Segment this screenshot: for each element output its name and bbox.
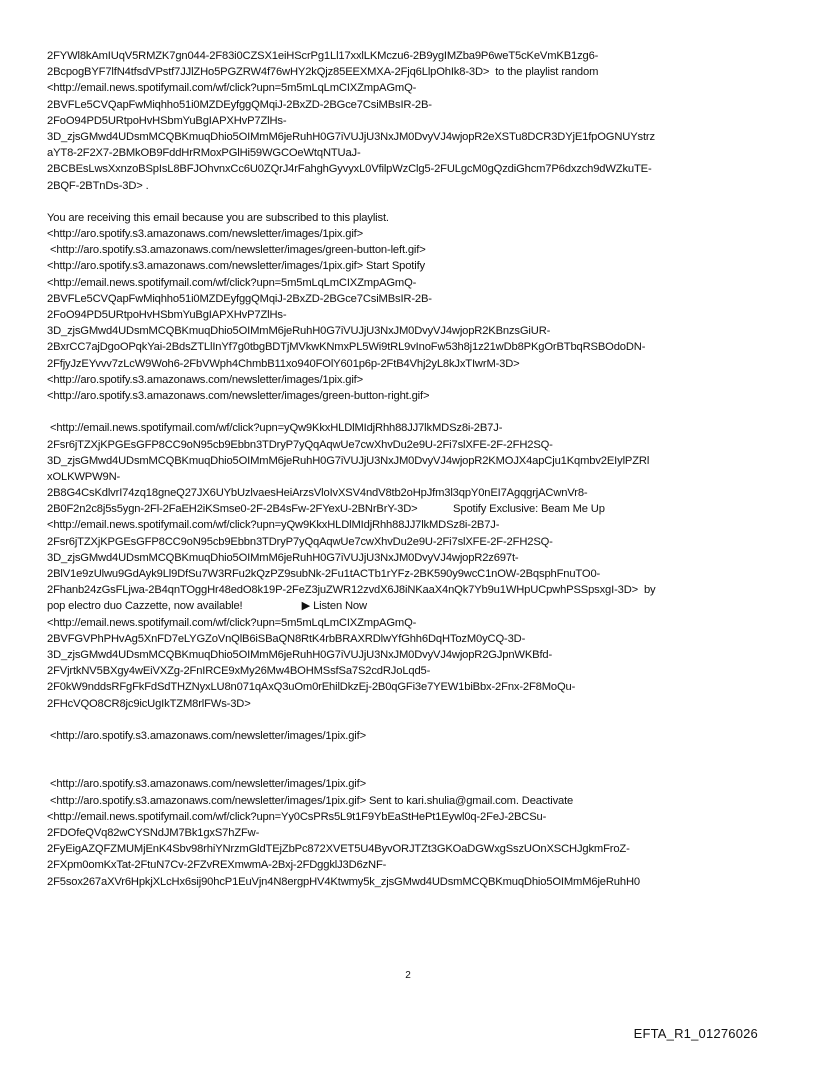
text-line: 2F0kW9nddsRFgFkFdSdTHZNyxLU8n071qAxQ3uOm0rEhilDkzEj-2B0qGFi3e7YEW1biBbx-2Fnx-2F8MoQu- xyxy=(47,681,576,694)
text-line: 3D_zjsGMwd4UDsmMCQBKmuqDhio5OIMmM6jeRuhH0G7iVUJjU3NxJM0DvyVJ4wjopR2z697t- xyxy=(47,551,519,564)
text-line: 2FoO94PD5URtpoHvHSbmYuBgIAPXHvP7ZlHs- xyxy=(47,114,287,127)
text-line: xOLKWPW9N- xyxy=(47,470,121,483)
text-line: You are receiving this email because you are subscribed to this playlist. xyxy=(47,211,389,224)
text-line: <http://aro.spotify.s3.amazonaws.com/newsletter/images/1pix.gif> xyxy=(47,373,364,386)
text-line: 3D_zjsGMwd4UDsmMCQBKmuqDhio5OIMmM6jeRuhH0G7iVUJjU3NxJM0DvyVJ4wjopR2eXSTu8DCR3DYjE1fpOGNUYstrz xyxy=(47,130,655,143)
bates-number: EFTA_R1_01276026 xyxy=(633,1026,758,1041)
text-line: 2FXpm0omKxTat-2FtuN7Cv-2FZvREXmwmA-2Bxj-2FDggklJ3D6zNF- xyxy=(47,859,387,872)
text-line: 2FDOfeQVq82wCYSNdJM7Bk1gxS7hZFw- xyxy=(47,827,260,839)
text-line: 3D_zjsGMwd4UDsmMCQBKmuqDhio5OIMmM6jeRuhH0G7iVUJjU3NxJM0DvyVJ4wjopR2GJpnWKBfd- xyxy=(47,648,553,661)
text-line: 2BcpogBYF7lfN4tfsdVPstf7JJlZHo5PGZRW4f76wHY2kQjz85EEXMXA-2Fjq6LlpOhIk8-3D> to the playlist random xyxy=(47,66,599,79)
blank-line xyxy=(47,744,777,760)
text-line: <http://email.news.spotifymail.com/wf/click?upn=5m5mLqLmCIXZmpAGmQ- xyxy=(47,276,417,289)
text-line: 2FfjyJzEYvvv7zLcW9Woh6-2FbVWph4ChmbB11xo940FOlY601p6p-2FtB4Vhj2yL8kJxTIwrM-3D> xyxy=(47,357,520,370)
page-number: 2 xyxy=(405,970,411,981)
text-line: 2Fsr6jTZXjKPGEsGFP8CC9oN95cb9Ebbn3TDryP7yQqAqwUe7cwXhvDu2e9U-2Fi7slXFE-2F-2FH2SQ- xyxy=(47,535,553,548)
text-line: 2BVFLe5CVQapFwMiqhho51i0MZDEyfggQMqiJ-2BxZD-2BGce7CsiMBsIR-2B- xyxy=(47,98,432,111)
text-line: pop electro duo Cazzette, now available! ▶ Listen Now xyxy=(47,600,367,613)
text-line: aYT8-2F2X7-2BMkOB9FddHrRMoxPGlHi59WGCOeWtqNTUaJ- xyxy=(47,147,361,160)
text-line: 2FoO94PD5URtpoHvHSbmYuBgIAPXHvP7ZlHs- xyxy=(47,309,287,321)
text-line: <http://email.news.spotifymail.com/wf/click?upn=5m5mLqLmCIXZmpAGmQ- xyxy=(47,616,417,629)
text-line: 2F5sox267aXVr6HpkjXLcHx6sij90hcP1EuVjn4N8ergpHV4Ktwmy5k_zjsGMwd4UDsmMCQBKmuqDhio5OIMmM6jeRuhH0 xyxy=(47,875,640,888)
text-line: 2BlV1e9zUlwu9GdAyk9Ll9DfSu7W3RFu2kQzPZ9subNk-2Fu1tACTb1rYFz-2BK590y9wcC1nOW-2BqsphFnuTO0- xyxy=(47,568,601,580)
text-line: 2FHcVQO8CR8jc9icUgIkTZM8rlFWs-3D> xyxy=(47,697,251,710)
text-line: <http://email.news.spotifymail.com/wf/click?upn=yQw9KkxHLDlMIdjRhh88JJ7lkMDSz8i-2B7J- xyxy=(47,422,503,435)
blank-line xyxy=(47,194,777,210)
text-line: <http://aro.spotify.s3.amazonaws.com/newsletter/images/1pix.gif> xyxy=(47,729,366,742)
email-body-text xyxy=(47,48,777,890)
text-line: 2BQF-2BTnDs-3D> . xyxy=(47,179,149,192)
text-line: <http://aro.spotify.s3.amazonaws.com/newsletter/images/green-button-left.gif> xyxy=(47,244,426,257)
text-line: 2BVFLe5CVQapFwMiqhho51i0MZDEyfggQMqiJ-2BxZD-2BGce7CsiMBsIR-2B- xyxy=(47,292,432,305)
text-line: <http://aro.spotify.s3.amazonaws.com/newsletter/images/1pix.gif> Sent to kari.shulia@gmail.com. Deactivate xyxy=(47,794,574,807)
blank-line xyxy=(47,712,777,728)
blank-line xyxy=(47,404,777,420)
text-line: 2FyEigAZQFZMUMjEnK4Sbv98rhiYNrzmGldTEjZbPc872XVET5U4ByvORJTZt3GKOaDGWxgSszUOnXSCHJgkmFroZ- xyxy=(47,843,630,856)
blank-line xyxy=(47,760,777,776)
text-line: 2Fhanb24zGsFLjwa-2B4qnTOggHr48edO8k19P-2FeZ3juZWR12zvdX6J8iNKaaX4nQk7Yb9u1WHpUCpwhPSSpsxgI-3D> by xyxy=(47,584,656,597)
text-line: <http://email.news.spotifymail.com/wf/click?upn=Yy0CsPRs5L9t1F9YbEaStHePt1Eywl0q-2FeJ-2BCSu- xyxy=(47,810,547,823)
text-line: <http://aro.spotify.s3.amazonaws.com/newsletter/images/1pix.gif> xyxy=(47,778,366,791)
text-line: <http://aro.spotify.s3.amazonaws.com/newsletter/images/green-button-right.gif> xyxy=(47,389,430,402)
text-line: <http://email.news.spotifymail.com/wf/click?upn=5m5mLqLmCIXZmpAGmQ- xyxy=(47,82,417,95)
text-line: 2BxrCC7ajDgoOPqkYai-2BdsZTLlInYf7g0tbgBDTjMVkwKNmxPL5Wi9tRL9vInoFw53h8j1z21wDb8PKgOrBTbqRSBOdoDN- xyxy=(47,341,646,354)
text-line: <http://email.news.spotifymail.com/wf/click?upn=yQw9KkxHLDlMIdjRhh88JJ7lkMDSz8i-2B7J- xyxy=(47,519,500,532)
text-line: 2B0F2n2c8j5s5ygn-2Fl-2FaEH2iKSmse0-2F-2B4sFw-2FYexU-2BNrBrY-3D> Spotify Exclusive: Beam Me Up xyxy=(47,503,605,516)
text-line: 2FVjrtkNV5BXgy4wEiVXZg-2FnIRCE9xMy26Mw4BOHMSsfSa7S2cdRJoLqd5- xyxy=(47,665,431,678)
text-line: 2BVFGVPhPHvAg5XnFD7eLYGZoVnQlB6iSBaQN8RtK4rbBRAXRDlwYfGhh6DqHTozM0yCQ-3D- xyxy=(47,632,526,645)
text-line: <http://aro.spotify.s3.amazonaws.com/newsletter/images/1pix.gif> Start Spotify xyxy=(47,260,425,273)
text-line: 2BCBEsLwsXxnzoBSpIsL8BFJOhvnxCc6U0ZQrJ4rFahghGyvyxL0VfilpWzClg5-2FULgcM0gQzdiGhcm7P6dxzch9dWZkuTE- xyxy=(47,163,652,176)
text-line: 2Fsr6jTZXjKPGEsGFP8CC9oN95cb9Ebbn3TDryP7yQqAqwUe7cwXhvDu2e9U-2Fi7slXFE-2F-2FH2SQ- xyxy=(47,438,553,451)
text-line: 2FYWl8kAmIUqV5RMZK7gn044-2F83i0CZSX1eiHScrPg1Ll17xxlLKMczu6-2B9ygIMZba9P6weT5cKeVmKB1zg6- xyxy=(47,50,599,62)
text-line: <http://aro.spotify.s3.amazonaws.com/newsletter/images/1pix.gif> xyxy=(47,228,364,241)
text-line: 2B8G4CsKdlvrI74zq18gneQ27JX6UYbUzlvaesHeiArzsVloIvXSV4ndV8tb2oHpJfm3l3qpY0nEI7AgqgrjACwnVr8- xyxy=(47,487,588,500)
text-line: 3D_zjsGMwd4UDsmMCQBKmuqDhio5OIMmM6jeRuhH0G7iVUJjU3NxJM0DvyVJ4wjopR2KMOJX4apCju1Kqmbv2EIylPZRl xyxy=(47,454,650,467)
text-line: 3D_zjsGMwd4UDsmMCQBKmuqDhio5OIMmM6jeRuhH0G7iVUJjU3NxJM0DvyVJ4wjopR2KBnzsGiUR- xyxy=(47,325,551,338)
